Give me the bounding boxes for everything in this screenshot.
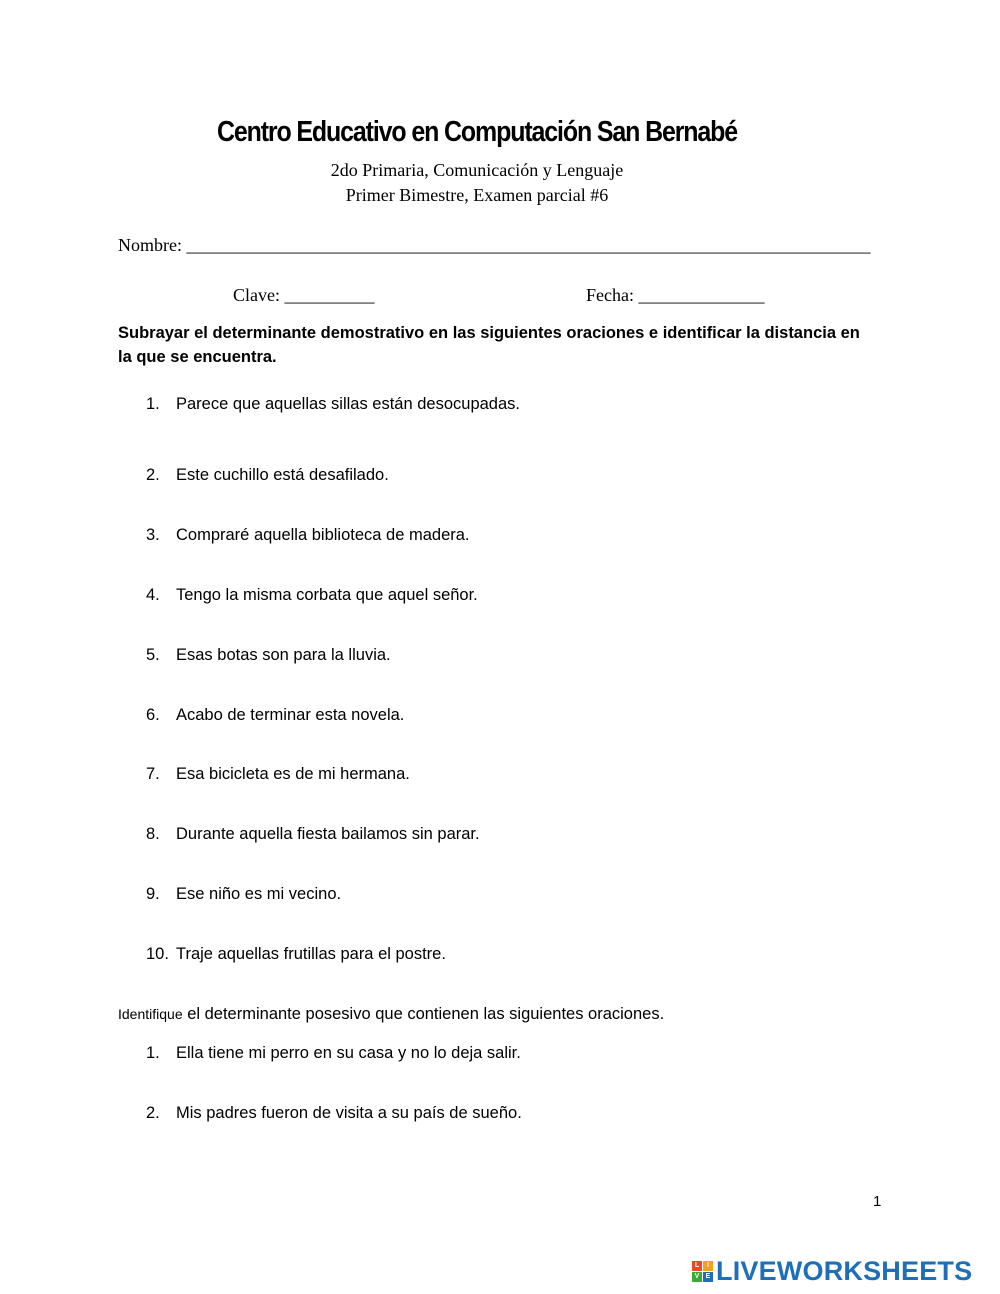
item-number: 5. [146,646,160,664]
logo-mark-cell: L [692,1261,702,1271]
item-number: 9. [146,885,160,903]
section2-instruction-rest: el determinante posesivo que contienen las siguientes oraciones. [182,1005,665,1023]
logo-text: LIVEWORKSHEETS [716,1256,973,1286]
item-sentence: Tengo la misma corbata que aquel señor. [176,586,478,604]
item-number: 2. [146,466,160,484]
item-sentence: Compraré aquella biblioteca de madera. [176,526,470,544]
liveworksheets-logo [692,1256,972,1287]
logo-mark-cell: V [692,1272,702,1282]
item-sentence: Esa bicicleta es de mi hermana. [176,765,410,783]
logo-mark-icon [692,1261,713,1282]
fecha-field[interactable]: Fecha: ______________ [586,285,765,305]
item-number: 3. [146,526,160,544]
nombre-field[interactable]: Nombre: ____________________________________________________________________________ [118,235,871,255]
item-sentence: Este cuchillo está desafilado. [176,466,389,484]
item-number: 4. [146,586,160,604]
subtitle-exam: Primer Bimestre, Examen parcial #6 [345,185,609,205]
item-number: 1. [146,1044,160,1062]
item-number: 2. [146,1104,160,1122]
section2-instruction-lead: Identifique [118,1006,183,1022]
page-number: 1 [873,1193,882,1210]
item-sentence: Esas botas son para la lluvia. [176,646,391,664]
item-sentence: Durante aquella fiesta bailamos sin parar. [176,825,480,843]
item-sentence: Ella tiene mi perro en su casa y no lo deja salir. [176,1044,521,1062]
document-title: Centro Educativo en Computación San Bernabé [216,116,738,148]
item-sentence: Acabo de terminar esta novela. [176,706,405,724]
section1-instruction: Subrayar el determinante demostrativo en las siguientes oraciones e identificar la distancia en la que se encuentra. [118,324,860,366]
item-sentence: Mis padres fueron de visita a su país de sueño. [176,1104,522,1122]
item-sentence: Traje aquellas frutillas para el postre. [176,945,446,963]
subtitle-course: 2do Primaria, Comunicación y Lenguaje [330,160,624,180]
item-number: 10. [146,945,169,963]
clave-field[interactable]: Clave: __________ [233,285,375,305]
item-sentence: Parece que aquellas sillas están desocupadas. [176,395,520,413]
item-number: 6. [146,706,160,724]
section2-instruction [118,1005,664,1024]
item-sentence: Ese niño es mi vecino. [176,885,342,903]
item-number: 8. [146,825,160,843]
item-number: 7. [146,765,160,783]
item-number: 1. [146,395,160,413]
logo-mark-cell: I [703,1261,713,1271]
logo-mark-cell: E [703,1272,713,1282]
